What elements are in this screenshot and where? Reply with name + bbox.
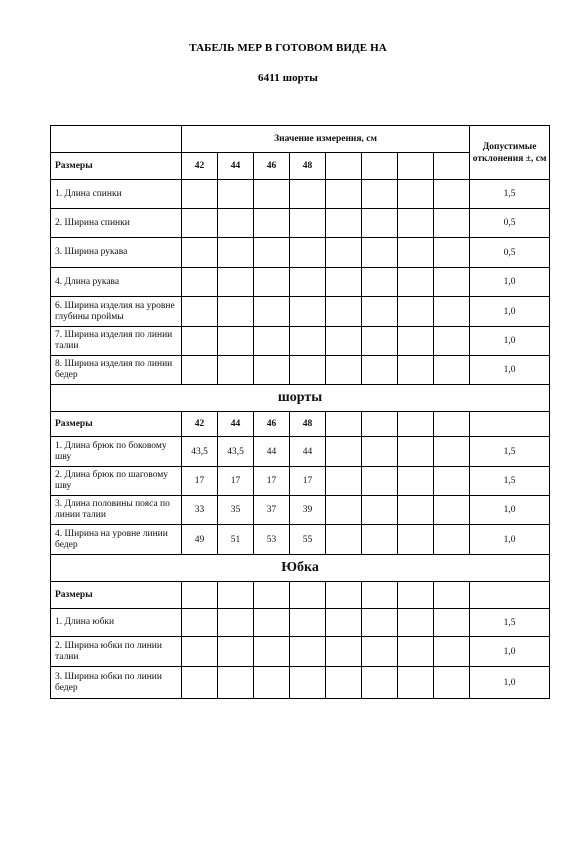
sizes-row — [51, 412, 550, 437]
tolerance-cell: 1,0 — [470, 356, 550, 385]
empty-cell — [434, 209, 470, 238]
empty-cell — [362, 356, 398, 385]
value-cell — [182, 209, 218, 238]
value-cell — [218, 180, 254, 209]
value-cell — [290, 327, 326, 356]
empty-cell — [362, 238, 398, 268]
empty-cell — [254, 609, 290, 637]
empty-cell — [434, 667, 470, 699]
empty-cell — [254, 582, 290, 609]
sizes-label: Размеры — [51, 412, 182, 437]
table-row — [51, 467, 550, 496]
value-cell: 55 — [290, 525, 326, 555]
row-label: 7. Ширина изделия по линии талии — [51, 327, 182, 356]
table-row — [51, 437, 550, 467]
empty-cell — [326, 525, 362, 555]
empty-cell — [434, 609, 470, 637]
value-cell — [290, 356, 326, 385]
empty-cell — [398, 238, 434, 268]
empty-cell — [290, 582, 326, 609]
row-label: 2. Ширина юбки по линии талии — [51, 637, 182, 667]
size-cell: 46 — [254, 153, 290, 180]
value-cell: 17 — [254, 467, 290, 496]
empty-cell — [218, 609, 254, 637]
size-cell: 46 — [254, 412, 290, 437]
size-cell: 44 — [218, 153, 254, 180]
empty-cell — [362, 437, 398, 467]
value-cell — [254, 327, 290, 356]
value-cell — [182, 180, 218, 209]
empty-cell — [290, 609, 326, 637]
empty-cell — [326, 437, 362, 467]
empty-cell — [362, 496, 398, 525]
empty-cell — [362, 467, 398, 496]
value-cell — [218, 327, 254, 356]
table-row — [51, 238, 550, 268]
size-cell: 44 — [218, 412, 254, 437]
empty-cell — [434, 467, 470, 496]
table-row — [51, 356, 550, 385]
empty-cell — [398, 412, 434, 437]
value-cell: 39 — [290, 496, 326, 525]
value-cell: 37 — [254, 496, 290, 525]
value-cell: 53 — [254, 525, 290, 555]
empty-cell — [434, 412, 470, 437]
empty-cell — [398, 637, 434, 667]
value-cell — [182, 356, 218, 385]
document-title: ТАБЕЛЬ МЕР В ГОТОВОМ ВИДЕ НА — [189, 42, 387, 54]
tolerance-cell: 1,5 — [470, 180, 550, 209]
value-cell — [182, 297, 218, 327]
empty-cell — [326, 268, 362, 297]
empty-cell — [362, 268, 398, 297]
tolerance-cell: 1,5 — [470, 467, 550, 496]
empty-cell — [470, 412, 550, 437]
empty-cell — [326, 327, 362, 356]
value-cell: 44 — [254, 437, 290, 467]
empty-cell — [398, 667, 434, 699]
value-cell — [254, 268, 290, 297]
empty-cell — [434, 180, 470, 209]
table-row — [51, 180, 550, 209]
empty-cell — [398, 268, 434, 297]
empty-cell — [326, 467, 362, 496]
tolerance-cell: 1,0 — [470, 268, 550, 297]
empty-cell — [398, 356, 434, 385]
section-title-row — [51, 555, 550, 582]
empty-cell — [326, 297, 362, 327]
empty-cell — [182, 609, 218, 637]
row-label: 1. Длина юбки — [51, 609, 182, 637]
tolerance-cell: 1,0 — [470, 667, 550, 699]
value-cell: 51 — [218, 525, 254, 555]
value-cell — [218, 297, 254, 327]
sizes-label: Размеры — [51, 582, 182, 609]
empty-cell — [362, 582, 398, 609]
empty-cell — [254, 667, 290, 699]
size-cell: 48 — [290, 412, 326, 437]
tolerance-cell: 1,0 — [470, 297, 550, 327]
measurement-header: Значение измерения, см — [182, 126, 470, 153]
empty-cell — [326, 609, 362, 637]
empty-cell — [326, 153, 362, 180]
sizes-row — [51, 582, 550, 609]
empty-cell — [434, 268, 470, 297]
empty-cell — [326, 496, 362, 525]
empty-cell — [182, 637, 218, 667]
empty-cell — [326, 637, 362, 667]
empty-cell — [398, 153, 434, 180]
empty-cell — [326, 238, 362, 268]
tolerance-cell: 1,0 — [470, 496, 550, 525]
empty-cell — [398, 437, 434, 467]
row-label: 3. Ширина юбки по линии бедер — [51, 667, 182, 699]
header-row — [51, 126, 550, 153]
empty-cell — [362, 180, 398, 209]
empty-cell — [434, 437, 470, 467]
empty-cell — [362, 525, 398, 555]
size-cell: 42 — [182, 412, 218, 437]
empty-cell — [434, 356, 470, 385]
value-cell — [290, 238, 326, 268]
empty-cell — [434, 153, 470, 180]
value-cell — [218, 356, 254, 385]
value-cell — [182, 327, 218, 356]
empty-cell — [434, 496, 470, 525]
empty-cell — [362, 667, 398, 699]
empty-cell — [326, 209, 362, 238]
empty-cell — [470, 582, 550, 609]
sizes-label: Размеры — [51, 153, 182, 180]
empty-cell — [290, 637, 326, 667]
tolerance-cell: 1,0 — [470, 327, 550, 356]
empty-cell — [326, 582, 362, 609]
empty-cell — [398, 209, 434, 238]
row-label: 3. Ширина рукава — [51, 238, 182, 268]
table-row — [51, 209, 550, 238]
row-label: 4. Ширина на уровне линии бедер — [51, 525, 182, 555]
row-label: 6. Ширина изделия на уровне глубины проймы — [51, 297, 182, 327]
empty-cell — [398, 180, 434, 209]
value-cell — [182, 268, 218, 297]
empty-cell — [398, 496, 434, 525]
tolerance-cell: 1,5 — [470, 609, 550, 637]
section-title-row — [51, 385, 550, 412]
empty-cell — [398, 609, 434, 637]
empty-cell — [218, 667, 254, 699]
empty-cell — [398, 297, 434, 327]
table-row — [51, 297, 550, 327]
tolerance-cell: 1,5 — [470, 437, 550, 467]
value-cell — [218, 238, 254, 268]
value-cell: 35 — [218, 496, 254, 525]
value-cell: 17 — [182, 467, 218, 496]
empty-cell — [398, 525, 434, 555]
empty-cell — [362, 153, 398, 180]
row-label: 2. Ширина спинки — [51, 209, 182, 238]
empty-cell — [182, 667, 218, 699]
section-title-skirt: Юбка — [51, 555, 550, 582]
empty-cell — [362, 209, 398, 238]
empty-cell — [434, 637, 470, 667]
value-cell — [218, 209, 254, 238]
empty-cell — [182, 582, 218, 609]
value-cell: 33 — [182, 496, 218, 525]
empty-cell — [434, 297, 470, 327]
table-row — [51, 609, 550, 637]
value-cell: 44 — [290, 437, 326, 467]
empty-cell — [326, 667, 362, 699]
tolerance-cell: 1,0 — [470, 525, 550, 555]
value-cell — [182, 238, 218, 268]
measurement-table — [50, 125, 550, 699]
empty-cell — [434, 238, 470, 268]
row-label: 1. Длина спинки — [51, 180, 182, 209]
value-cell: 43,5 — [182, 437, 218, 467]
empty-cell — [326, 180, 362, 209]
table-row — [51, 667, 550, 699]
row-label: 4. Длина рукава — [51, 268, 182, 297]
empty-cell — [362, 637, 398, 667]
value-cell — [290, 297, 326, 327]
tolerance-cell: 0,5 — [470, 209, 550, 238]
value-cell — [290, 209, 326, 238]
empty-cell — [362, 609, 398, 637]
document-subtitle: 6411 шорты — [258, 72, 318, 84]
empty-cell — [362, 327, 398, 356]
table-row — [51, 525, 550, 555]
value-cell: 17 — [290, 467, 326, 496]
empty-cell — [362, 412, 398, 437]
empty-cell — [398, 327, 434, 356]
empty-cell — [254, 637, 290, 667]
header-blank-cell — [51, 126, 182, 153]
row-label: 3. Длина половины пояса по линии талии — [51, 496, 182, 525]
row-label: 2. Длина брюк по шаговому шву — [51, 467, 182, 496]
value-cell: 17 — [218, 467, 254, 496]
empty-cell — [434, 582, 470, 609]
empty-cell — [434, 525, 470, 555]
empty-cell — [326, 412, 362, 437]
empty-cell — [434, 327, 470, 356]
value-cell: 49 — [182, 525, 218, 555]
size-cell: 48 — [290, 153, 326, 180]
value-cell — [290, 180, 326, 209]
size-cell: 42 — [182, 153, 218, 180]
value-cell — [254, 297, 290, 327]
value-cell — [218, 268, 254, 297]
empty-cell — [218, 582, 254, 609]
value-cell: 43,5 — [218, 437, 254, 467]
empty-cell — [290, 667, 326, 699]
value-cell — [254, 180, 290, 209]
empty-cell — [218, 637, 254, 667]
row-label: 8. Ширина изделия по линии бедер — [51, 356, 182, 385]
value-cell — [254, 356, 290, 385]
tolerance-header: Допустимые отклонения ±, см — [470, 126, 550, 180]
row-label: 1. Длина брюк по боковому шву — [51, 437, 182, 467]
value-cell — [254, 238, 290, 268]
table-row — [51, 496, 550, 525]
empty-cell — [362, 297, 398, 327]
table-row — [51, 327, 550, 356]
empty-cell — [398, 582, 434, 609]
empty-cell — [326, 356, 362, 385]
table-row — [51, 268, 550, 297]
empty-cell — [398, 467, 434, 496]
section-title-shorts: шорты — [51, 385, 550, 412]
value-cell — [290, 268, 326, 297]
tolerance-cell: 1,0 — [470, 637, 550, 667]
tolerance-cell: 0,5 — [470, 238, 550, 268]
value-cell — [254, 209, 290, 238]
table-row — [51, 637, 550, 667]
